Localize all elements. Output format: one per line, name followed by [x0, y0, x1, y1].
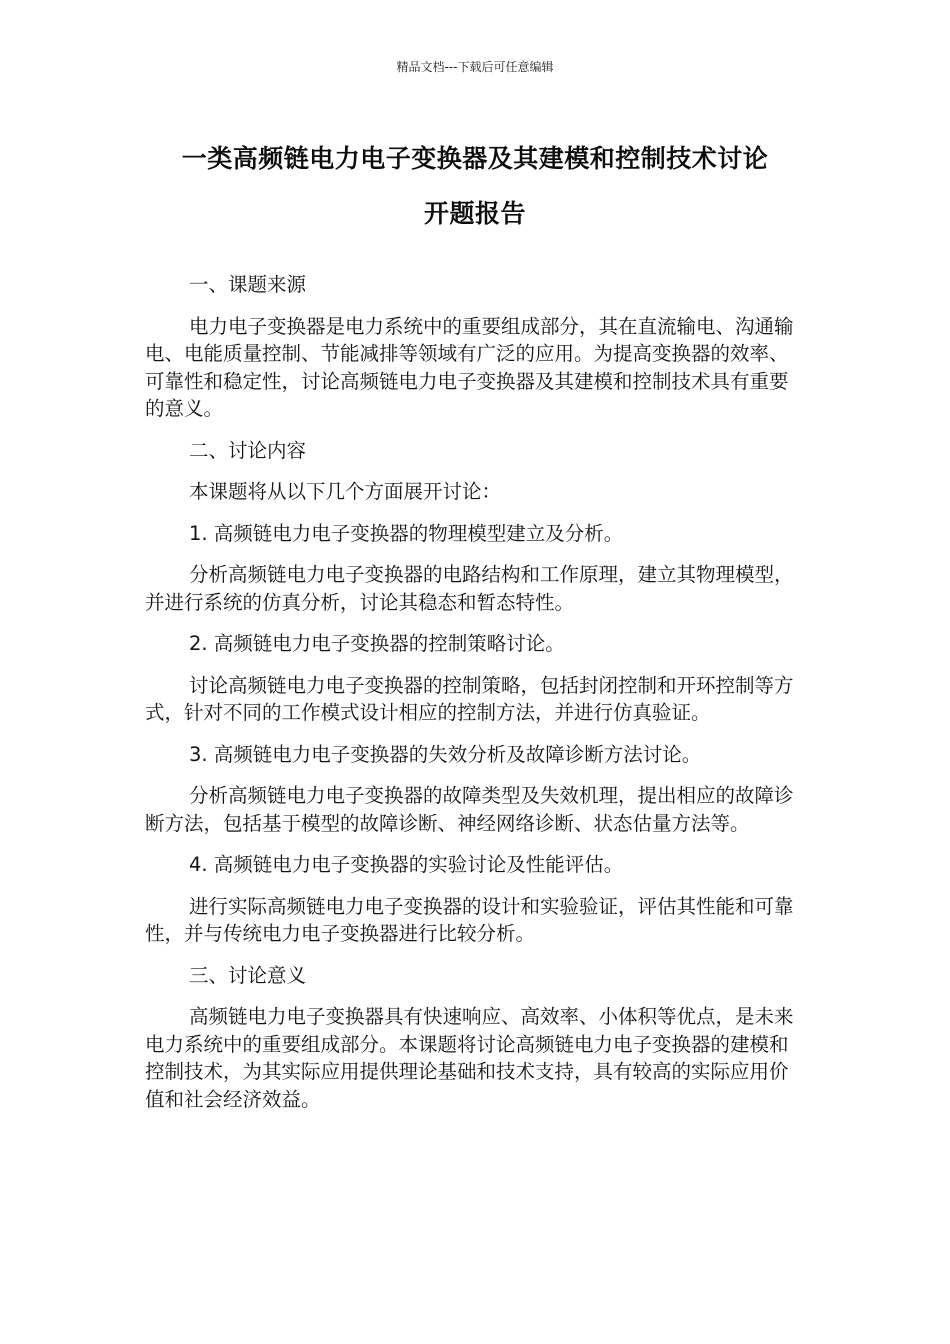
paragraph-source: 电力电子变换器是电力系统中的重要组成部分，其在直流输电、沟通输电、电能质量控制、节能减排等领域有广泛的应用。为提高变换器的效率、可靠性和稳定性，讨论高频链电力电子变换器及其建模和控制技术具有重要的意义。	[145, 314, 794, 420]
paragraph-content-intro: 本课题将从以下几个方面展开讨论：	[189, 480, 502, 503]
page-title-continued: 开题报告	[423, 199, 526, 228]
document-body	[145, 271, 805, 1127]
section-heading-significance: 三、讨论意义	[189, 963, 307, 987]
page-title: 一类高频链电力电子变换器及其建模和控制技术讨论	[181, 144, 769, 173]
list-item-title-3: 3. 高频链电力电子变换器的失效分析及故障诊断方法讨论。	[189, 742, 702, 766]
list-item-title-1: 1. 高频链电力电子变换器的物理模型建立及分析。	[189, 521, 624, 545]
header-note: 精品文档---下载后可任意编辑	[396, 60, 554, 74]
list-item-title-2: 2. 高频链电力电子变换器的控制策略讨论。	[189, 632, 565, 655]
list-item-body-2: 讨论高频链电力电子变换器的控制策略，包括封闭控制和开环控制等方式，针对不同的工作模式设计相应的控制方法，并进行仿真验证。	[145, 673, 794, 724]
section-heading-content: 二、讨论内容	[189, 438, 307, 462]
paragraph-significance: 高频链电力电子变换器具有快速响应、高效率、小体积等优点，是未来电力系统中的重要组成部分。本课题将讨论高频链电力电子变换器的建模和控制技术，为其实际应用提供理论基础和技术支持，具有较高的实际应用价值和社会经济效益。	[145, 1005, 794, 1111]
list-item-body-1: 分析高频链电力电子变换器的电路结构和工作原理，建立其物理模型，并进行系统的仿真分析，讨论其稳态和暂态特性。	[145, 563, 794, 614]
list-item-body-4: 进行实际高频链电力电子变换器的设计和实验验证，评估其性能和可靠性，并与传统电力电子变换器进行比较分析。	[145, 894, 794, 945]
list-item-body-3: 分析高频链电力电子变换器的故障类型及失效机理，提出相应的故障诊断方法，包括基于模型的故障诊断、神经网络诊断、状态估量方法等。	[145, 784, 794, 835]
section-heading-source: 一、课题来源	[189, 273, 307, 296]
list-item-title-4: 4. 高频链电力电子变换器的实验讨论及性能评估。	[189, 853, 624, 876]
